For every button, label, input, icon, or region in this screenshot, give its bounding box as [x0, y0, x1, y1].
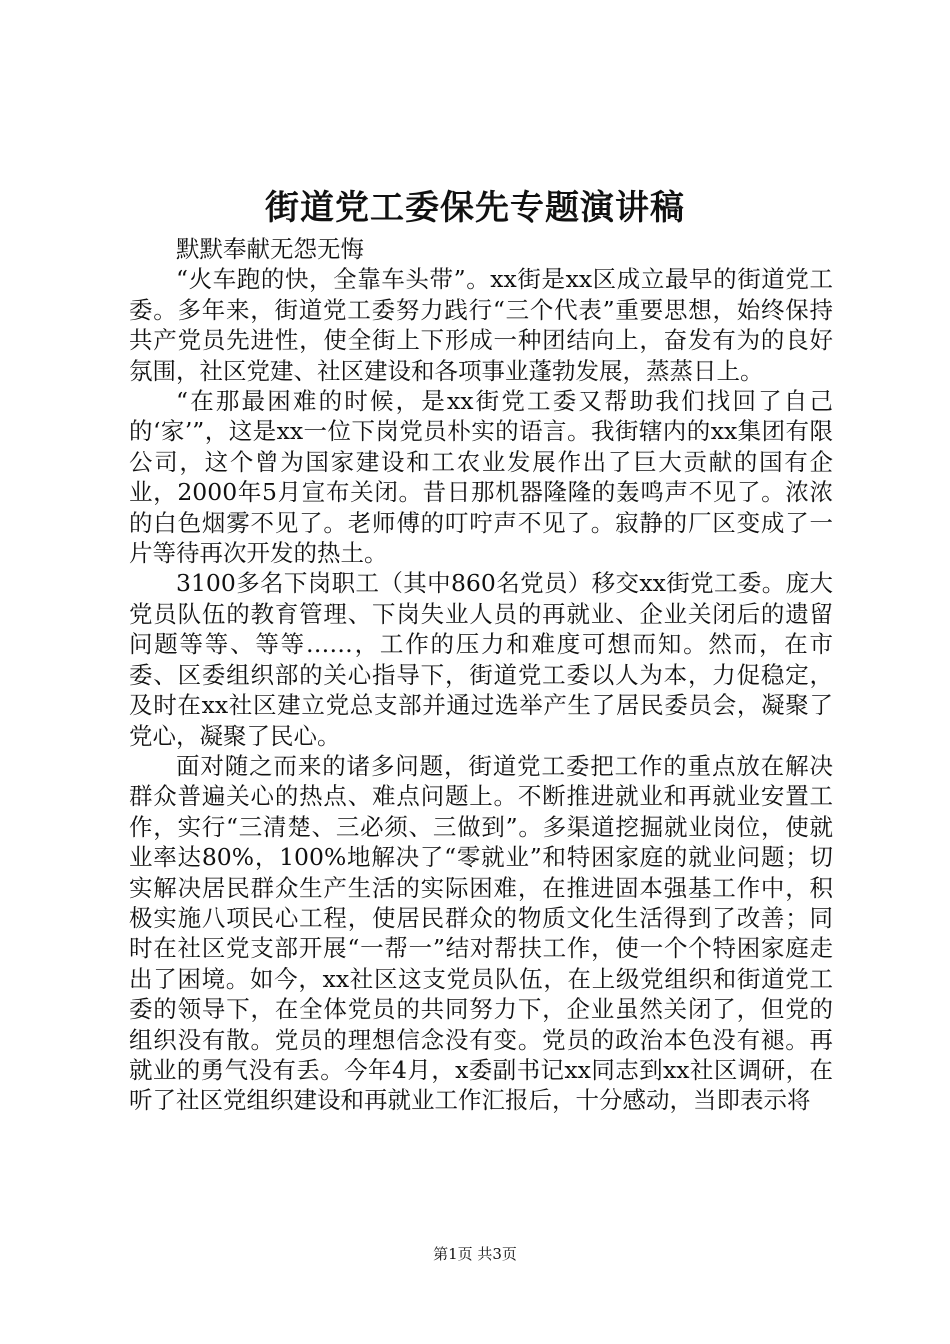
document-title: 街道党工委保先专题演讲稿: [265, 188, 685, 228]
paragraph: “在那最困难的时候，是xx街党工委又帮助我们找回了自己的‘家’”，这是xx一位下岗党员朴实的语言。我街辖内的xx集团有限公司，这个曾为国家建设和工农业发展作出了巨大贡献的国有企业，2000年5月宣布关闭。昔日那机器隆隆的轰鸣声不见了。浓浓的白色烟雾不见了。老师傅的叮咛声不见了。寂静的厂区变成了一片等待再次开发的热土。: [129, 387, 833, 568]
document-body: [129, 234, 833, 1116]
paragraph: “火车跑的快，全靠车头带”。xx街是xx区成立最早的街道党工委。多年来，街道党工委努力践行“三个代表”重要思想，始终保持共产党员先进性，使全街上下形成一种团结向上，奋发有为的良好氛围，社区党建、社区建设和各项事业蓬勃发展，蒸蒸日上。: [129, 265, 833, 385]
paragraph: 3100多名下岗职工（其中860名党员）移交xx街党工委。庞大党员队伍的教育管理、下岗失业人员的再就业、企业关闭后的遗留问题等等、等等……，工作的压力和难度可想而知。然而，在市委、区委组织部的关心指导下，街道党工委以人为本，力促稳定，及时在xx社区建立党总支部并通过选举产生了居民委员会，凝聚了党心，凝聚了民心。: [129, 569, 833, 750]
page-number-footer: 第1页 共3页: [433, 1245, 517, 1263]
section-heading: 默默奉献无怨无悔: [176, 235, 364, 263]
paragraph: 面对随之而来的诸多问题，街道党工委把工作的重点放在解决群众普遍关心的热点、难点问题上。不断推进就业和再就业安置工作，实行“三清楚、三必须、三做到”。多渠道挖掘就业岗位，使就业率达80%，100%地解决了“零就业”和特困家庭的就业问题；切实解决居民群众生产生活的实际困难，在推进固本强基工作中，积极实施八项民心工程，使居民群众的物质文化生活得到了改善；同时在社区党支部开展“一帮一”结对帮扶工作，使一个个特困家庭走出了困境。如今，xx社区这支党员队伍，在上级党组织和街道党工委的领导下，在全体党员的共同努力下，企业虽然关闭了，但党的组织没有散。党员的理想信念没有变。党员的政治本色没有褪。再就业的勇气没有丢。今年4月，x委副书记xx同志到xx社区调研，在听了社区党组织建设和再就业工作汇报后，十分感动，当即表示将: [129, 751, 833, 1115]
